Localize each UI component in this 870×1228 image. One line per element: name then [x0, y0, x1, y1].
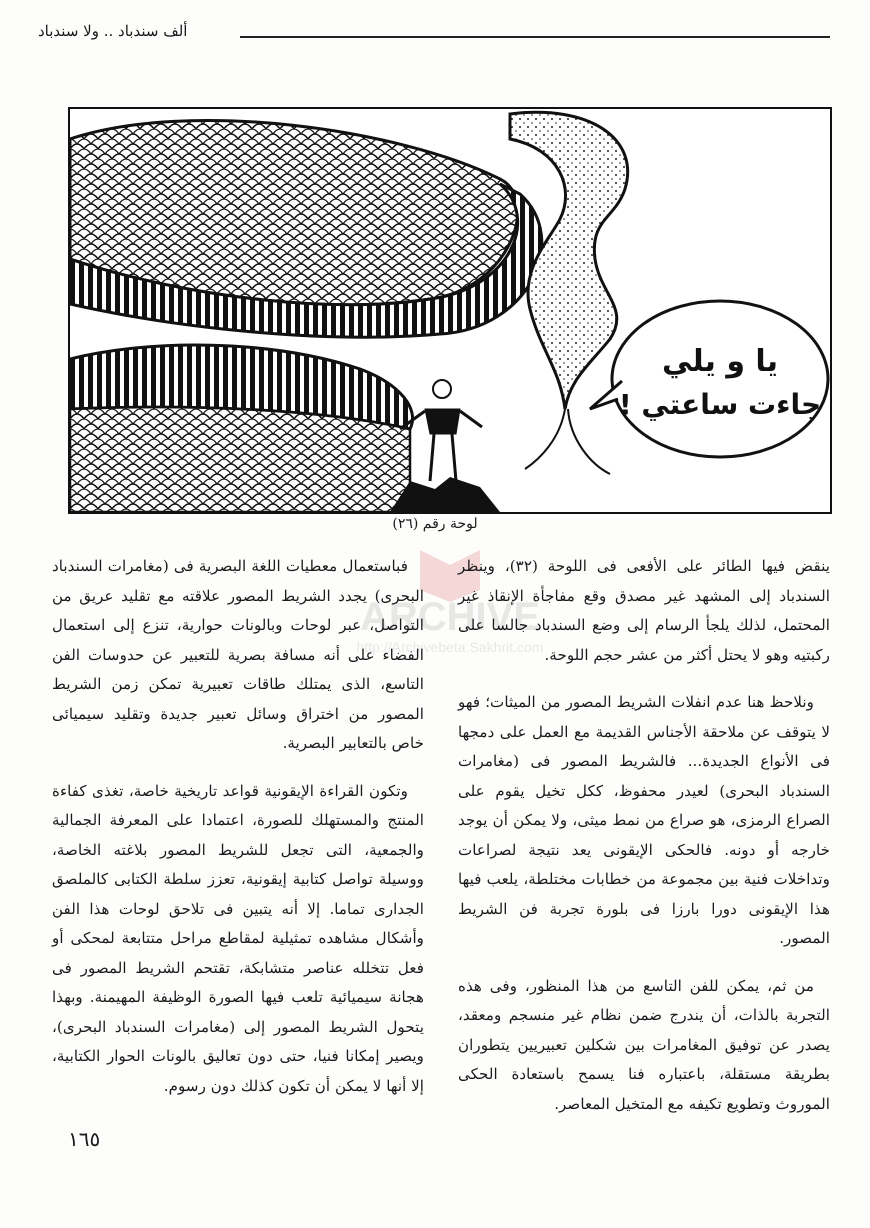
paragraph: من ثم، يمكن للفن التاسع من هذا المنظور، وفى هذه التجربة بالذات، أن يندرج ضمن نظام غير منسجم ومعقد، يصدر عن توفيق المغامرات بين شكلين تعبيريين يتطوران بطريقة مستقلة، باعتباره فنا يسمح باستعادة الحكى الموروث وتطويع تكيفه مع المتخيل المعاصر.	[458, 976, 830, 1113]
speech-line-1: يا و يلي	[662, 344, 778, 379]
sinbad-figure	[400, 380, 482, 481]
speech-bubble	[612, 301, 828, 457]
running-title: ألف سندباد .. ولا سندباد	[38, 22, 188, 40]
page-number: ١٦٥	[68, 1127, 101, 1151]
right-column	[458, 552, 830, 1137]
left-column	[52, 552, 424, 1119]
comic-panel	[68, 107, 832, 514]
figure-caption: لوحة رقم (٢٦)	[392, 516, 478, 532]
header-rule	[240, 36, 830, 38]
running-header	[30, 18, 842, 48]
paragraph: فباستعمال معطيات اللغة البصرية فى (مغامرات السندباد البحرى) يجدد الشريط المصور علاقته مع تقليد عريق من التواصل، عبر لوحات وبالونات حوارية، تنزع إلى استعمال الفضاء على أنه مسافة بصرية للتعبير عن حدوسات الفن التاسع، الذى يمتلك طاقات تعبيرية تمكن زمن الشريط المصور من اختراق وسائل تعبير جديدة وتقليد سيميائى خاص بالتعابير البصرية.	[52, 557, 424, 752]
watermark-url: http://Archivebeta.Sakhrit.com	[356, 639, 544, 655]
comic-illustration	[70, 109, 830, 512]
paragraph: ينقض فيها الطائر على الأفعى فى اللوحة (٣٢)، وينظر السندباد إلى المشهد غير مصدق وقع مفاجأة الإنقاذ غير المحتمل، لذلك يلجأ الرسام إلى وضع السندباد جالسا على ركبتيه وهو لا يحتل أكثر من عشر حجم اللوحة.	[458, 557, 831, 664]
paragraph: ونلاحظ هنا عدم انفلات الشريط المصور من الميثات؛ فهو لا يتوقف عن ملاحقة الأجناس القديمة مع العمل على دمجها فى الأنواع الجديدة... فالشريط المصور فى (مغامرات السندباد البحرى) لعيدر محفوظ، ككل تخيل يقوم على الصراع الرمزى، هو صراع من نمط ميثى، ولا يمكن أن يوجد خارجه أو دونه. فالحكى الإيقونى يعد نتيجة لصراعات وتداخلات فنية بين مجموعة من خطابات مختلطة، يلعب فيها هذا الإيقونى دورا بارزا فى بلورة تجربة فن الشريط المصور.	[458, 693, 830, 947]
watermark-text: ARCHIVE	[359, 595, 541, 639]
speech-line-2: جاءت ساعتي !	[618, 388, 822, 421]
paragraph: وتكون القراءة الإيقونية قواعد تاريخية خاصة، تغذى كفاءة المنتج والمستهلك للصورة، اعتمادا على المعرفة الجمالية والجمعية، التى تجعل للشريط المصور بلاغته الخاصة، ووسيلة تواصل كتابية إيقونية، تعزز سلطة الكتابى كالملصق الجدارى تماما. إلا أنه يتبين فى تلاحق لوحات هذا الفن وأشكال مشاهده تمثيلية لمقاطع مراحل متتابعة لمحكى أو فعل تتخلله عناصر متشابكة، تقتحم الشريط المصور فى هجانة سيميائية تلعب فيها الصورة الوظيفة المهيمنة. وبهذا يتحول الشريط المصور إلى (مغامرات السندباد البحرى)، ويصير إمكانا فنيا، حتى دون تعاليق بالونات الحوار الكتابية، إلا أنها لا يمكن أن تكون كذلك دون رسوم.	[52, 781, 424, 1095]
